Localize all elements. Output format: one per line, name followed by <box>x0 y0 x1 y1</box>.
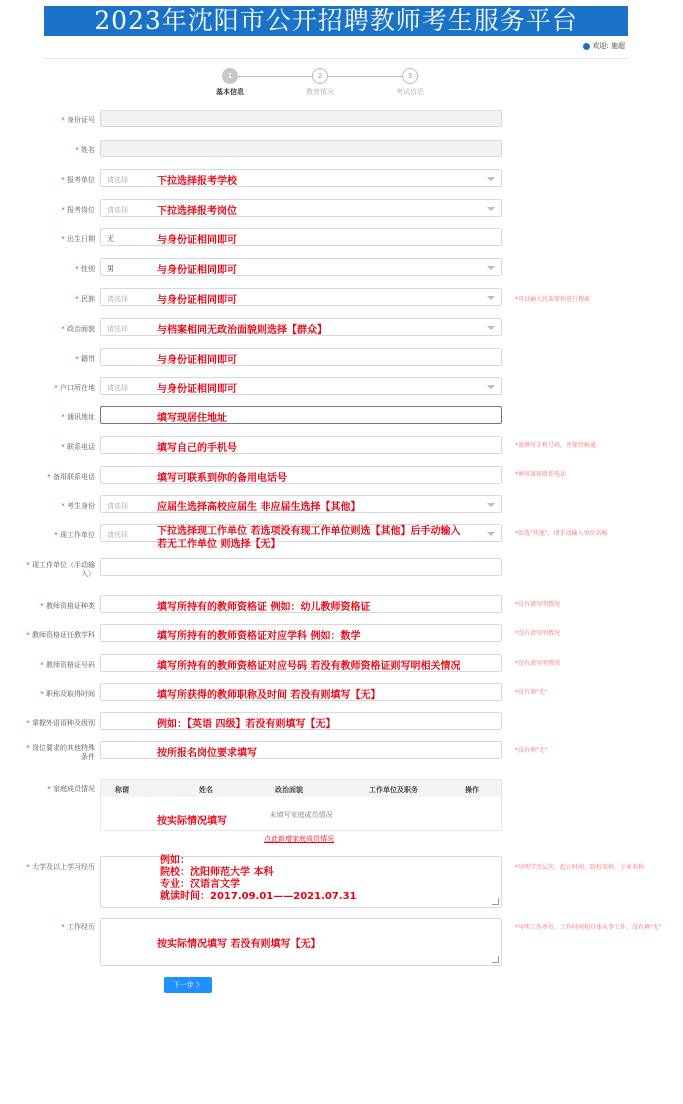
backup-phone-hint: *填写备用联系电话 <box>515 471 567 478</box>
status-annotation: 应届生选择高校应届生 非应届生选择【其他】 <box>157 502 361 513</box>
work-unit-hint: *如选"其他"，请手动输入单位名称 <box>515 530 608 537</box>
chevron-down-icon <box>487 385 495 389</box>
name-label: * 姓名 <box>75 146 95 154</box>
phone-label: * 联系电话 <box>61 443 95 451</box>
household-label: * 户口所在地 <box>54 384 95 392</box>
household-select[interactable]: 请选择 <box>100 377 502 395</box>
household-annotation: 与身份证相同即可 <box>157 384 237 395</box>
step-exam-info: 3 考试信息 <box>380 68 440 97</box>
education-hint: *写明学历层次、起止时间、院校名称、专业名称 <box>515 864 645 871</box>
experience-label: * 工作经历 <box>61 923 95 931</box>
add-family-link[interactable]: 点此新增家庭成员情况 <box>264 835 334 843</box>
gender-label: * 性别 <box>75 265 95 273</box>
political-select[interactable]: 请选择 <box>100 318 502 336</box>
work-unit-manual-input[interactable] <box>100 558 502 576</box>
education-annotation: 例如： 院校：沈阳师范大学 本科 专业：汉语言文学 就读时间：2017.09.01——2021.07.31 <box>160 855 357 902</box>
native-label: * 籍贯 <box>75 355 95 363</box>
post-label: * 报考岗位 <box>61 206 95 214</box>
title-label: * 职称及取得时间 <box>40 690 95 698</box>
native-annotation: 与身份证相同即可 <box>157 355 237 366</box>
col-action: 操作 <box>465 785 479 794</box>
chevron-down-icon <box>487 177 495 181</box>
step-basic-info: 1 基本信息 <box>200 68 260 97</box>
family-annotation: 按实际情况填写 <box>157 816 227 827</box>
ethnic-annotation: 与身份证相同即可 <box>157 295 237 306</box>
political-label: * 政治面貌 <box>61 325 95 333</box>
page-banner: 2023年沈阳市公开招聘教师考生服务平台 <box>44 6 628 36</box>
ethnic-label: * 民族 <box>75 295 95 303</box>
chevron-down-icon <box>487 503 495 507</box>
divider <box>44 58 628 59</box>
family-empty-text: 未填写家庭成员情况 <box>269 811 333 819</box>
user-icon <box>583 43 590 50</box>
status-select[interactable]: 请选择 <box>100 495 502 513</box>
backup-phone-annotation: 填写可联系到你的备用电话号 <box>157 473 287 484</box>
cert-subject-hint: *没有请写明情况 <box>515 630 561 637</box>
unit-label: * 报考单位 <box>61 176 95 184</box>
chevron-down-icon <box>487 207 495 211</box>
col-name: 姓名 <box>199 785 213 794</box>
birth-label: * 出生日期 <box>61 235 95 243</box>
chevron-down-icon <box>487 296 495 300</box>
col-relation: 称谓 <box>115 785 129 794</box>
cert-type-label: * 教师资格证种类 <box>40 602 95 610</box>
language-annotation: 例如：【英语 四级】若没有则填写【无】 <box>157 719 336 730</box>
unit-select[interactable]: 请选择 <box>100 169 502 187</box>
birth-input[interactable]: 无 <box>100 228 502 246</box>
family-label: * 家庭成员情况 <box>47 785 95 793</box>
cert-type-annotation: 填写所持有的教师资格证 例如：幼儿教师资格证 <box>157 602 371 613</box>
special-annotation: 按所报名岗位要求填写 <box>157 748 257 759</box>
experience-hint: *写明工作单位、工作时间和具体从事工作，没有填"无" <box>515 924 662 931</box>
phone-hint: *请填写手机号码，并保持畅通 <box>515 442 597 449</box>
language-label: * 掌握外语语种及级别 <box>26 719 95 727</box>
welcome-user[interactable] <box>583 41 625 51</box>
education-label: * 大学及以上学习经历 <box>26 863 95 871</box>
cert-subject-label: * 教师资格证任教学科 <box>26 631 95 639</box>
post-select[interactable]: 请选择 <box>100 199 502 217</box>
name-input[interactable] <box>100 140 502 157</box>
id-card-input[interactable] <box>100 110 502 127</box>
work-unit-annotation: 下拉选择现工作单位 若选项没有现工作单位则选【其他】后手动输入 <box>157 526 461 537</box>
special-hint: *没有填"无" <box>515 747 548 754</box>
backup-phone-label: * 备用联系电话 <box>47 473 95 481</box>
political-annotation: 与档案相同无政治面貌则选择【群众】 <box>157 325 327 336</box>
resize-grip-icon <box>492 898 499 905</box>
welcome-text: 欢迎: 施超 <box>592 42 625 50</box>
address-annotation: 填写现居住地址 <box>157 413 227 424</box>
cert-subject-annotation: 填写所持有的教师资格证对应学科 例如：数学 <box>157 631 361 642</box>
post-annotation: 下拉选择报考岗位 <box>157 206 237 217</box>
resize-grip-icon <box>492 956 499 963</box>
special-label: * 岗位要求的其他特殊 条件 <box>26 744 95 761</box>
cert-no-hint: *没有请写明情况 <box>515 660 561 667</box>
cert-no-label: * 教师资格证号码 <box>40 661 95 669</box>
chevron-down-icon <box>487 266 495 270</box>
phone-annotation: 填写自己的手机号 <box>157 443 237 454</box>
work-unit-label: * 现工作单位 <box>54 531 95 539</box>
id-card-label: * 身份证号 <box>61 116 95 124</box>
family-table-header <box>101 780 501 797</box>
progress-steps <box>200 68 460 98</box>
cert-type-hint: *没有请写明情况 <box>515 601 561 608</box>
cert-no-annotation: 填写所持有的教师资格证对应号码 若没有教师资格证则写明相关情况 <box>157 661 461 672</box>
col-political: 政治面貌 <box>275 785 303 794</box>
work-unit-manual-label: * 现工作单位（手动输 入） <box>26 561 95 578</box>
unit-annotation: 下拉选择报考学校 <box>157 176 237 187</box>
title-hint: *没有填"无" <box>515 689 548 696</box>
experience-annotation: 按实际情况填写 若没有则填写【无】 <box>157 939 321 950</box>
title-annotation: 填写所获得的教师职称及时间 若没有则填写【无】 <box>157 690 381 701</box>
ethnic-select[interactable]: 请选择 <box>100 288 502 306</box>
col-work: 工作单位及职务 <box>369 785 418 794</box>
address-label: * 通讯地址 <box>61 413 95 421</box>
ethnic-hint: *可以输入民族简称进行搜索 <box>515 296 591 303</box>
step-education: 2 教育情况 <box>290 68 350 97</box>
work-unit-select[interactable]: 请选择 <box>100 524 502 542</box>
next-step-button[interactable]: 下一步 》 <box>164 977 212 993</box>
gender-annotation: 与身份证相同即可 <box>157 265 237 276</box>
status-label: * 考生身份 <box>61 502 95 510</box>
work-unit-annotation-2: 若无工作单位 则选择【无】 <box>157 539 281 550</box>
gender-select[interactable]: 男 <box>100 258 502 276</box>
birth-annotation: 与身份证相同即可 <box>157 235 237 246</box>
chevron-down-icon <box>487 532 495 536</box>
chevron-down-icon <box>487 326 495 330</box>
